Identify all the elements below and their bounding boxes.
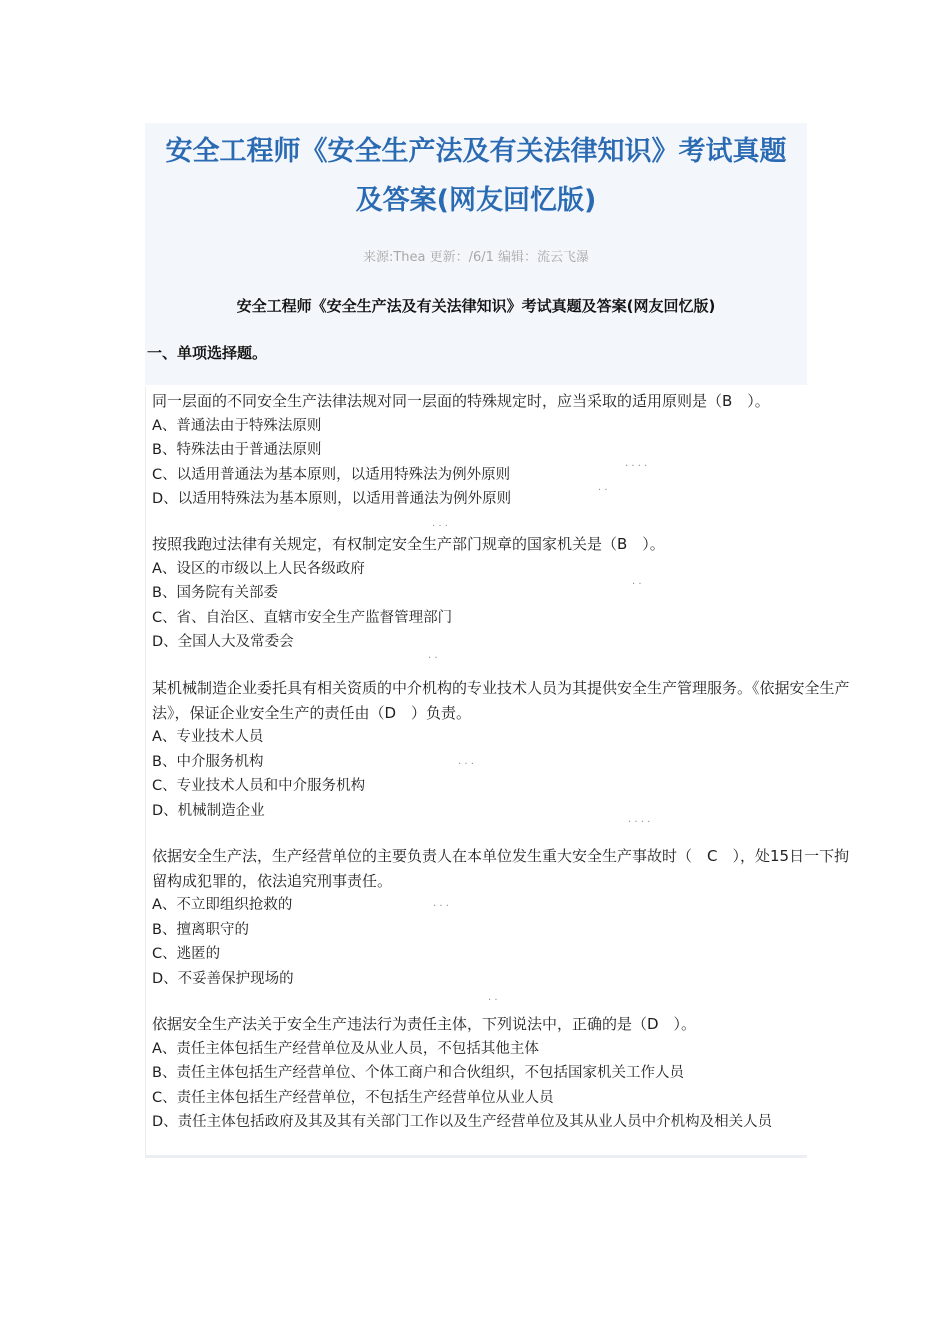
question-stem: 依据安全生产法，生产经营单位的主要负责人在本单位发生重大安全生产事故时（ C ），处15日一下拘留构成犯罪的，依法追究刑事责任。 <box>152 847 850 890</box>
question-1 <box>152 389 864 512</box>
scan-speck: · · · <box>433 901 449 912</box>
question-stem: 同一层面的不同安全生产法律法规对同一层面的特殊规定时，应当采取的适用原则是（B ）。 <box>152 392 770 410</box>
question-stem: 按照我跑过法律有关规定，有权制定安全生产部门规章的国家机关是（B ）。 <box>152 535 665 553</box>
scan-speck: · · <box>632 579 642 590</box>
article-subtitle: 安全工程师《安全生产法及有关法律知识》考试真题及答案(网友回忆版) <box>236 297 716 315</box>
question-3 <box>152 676 864 823</box>
article-meta: 来源:Thea 更新：/6/1 编辑：流云飞瀑 <box>362 250 590 265</box>
question-stem: 依据安全生产法关于安全生产违法行为责任主体，下列说法中，正确的是（D ）。 <box>152 1015 697 1033</box>
scan-speck: · · · <box>432 521 448 532</box>
article-title-line-2: 及答案(网友回忆版) <box>355 185 597 216</box>
option-a: A、专业技术人员 <box>152 729 264 745</box>
question-2 <box>152 532 864 655</box>
option-c: C、责任主体包括生产经营单位，不包括生产经营单位从业人员 <box>152 1089 554 1106</box>
scan-speck: · · · <box>458 759 474 770</box>
scan-speck: · · <box>598 485 608 496</box>
option-d: D、责任主体包括政府及其及其有关部门工作以及生产经营单位及其从业人员中介机构及相关人员 <box>152 1114 773 1130</box>
option-d: D、不妥善保护现场的 <box>152 970 294 987</box>
option-a: A、设区的市级以上人民各级政府 <box>152 560 365 577</box>
option-c: C、省、自治区、直辖市安全生产监督管理部门 <box>152 609 453 626</box>
option-d: D、全国人大及常委会 <box>152 634 294 650</box>
scan-speck: · · · · <box>625 461 648 472</box>
option-c: C、专业技术人员和中介服务机构 <box>152 778 366 794</box>
option-a: A、责任主体包括生产经营单位及从业人员，不包括其他主体 <box>152 1040 539 1057</box>
option-b: B、中介服务机构 <box>152 753 264 770</box>
option-d: D、以适用特殊法为基本原则，以适用普通法为例外原则 <box>152 491 512 507</box>
option-c: C、以适用普通法为基本原则，以适用特殊法为例外原则 <box>152 466 511 483</box>
option-a: A、普通法由于特殊法原则 <box>152 417 322 434</box>
scan-bottom-edge <box>145 1155 807 1158</box>
option-b: B、擅离职守的 <box>152 921 249 938</box>
option-a: A、不立即组织抢救的 <box>152 897 293 913</box>
question-4 <box>152 844 864 991</box>
option-b: B、责任主体包括生产经营单位、个体工商户和合伙组织，不包括国家机关工作人员 <box>152 1065 684 1081</box>
section-heading: 一、单项选择题。 <box>147 344 268 362</box>
option-b: B、特殊法由于普通法原则 <box>152 442 322 458</box>
scan-speck: · · · · <box>628 817 651 828</box>
option-b: B、国务院有关部委 <box>152 585 278 601</box>
scan-speck: · · <box>488 995 498 1006</box>
question-5 <box>152 1012 864 1135</box>
article-title-line-1: 安全工程师《安全生产法及有关法律知识》考试真题 <box>165 136 787 167</box>
option-d: D、机械制造企业 <box>152 802 265 819</box>
question-stem: 某机械制造企业委托具有相关资质的中介机构的专业技术人员为其提供安全生产管理服务。《依据安全生产法》，保证企业安全生产的责任由（D ）负责。 <box>152 679 850 722</box>
scan-speck: · · <box>428 653 438 664</box>
option-c: C、逃匿的 <box>152 946 221 962</box>
